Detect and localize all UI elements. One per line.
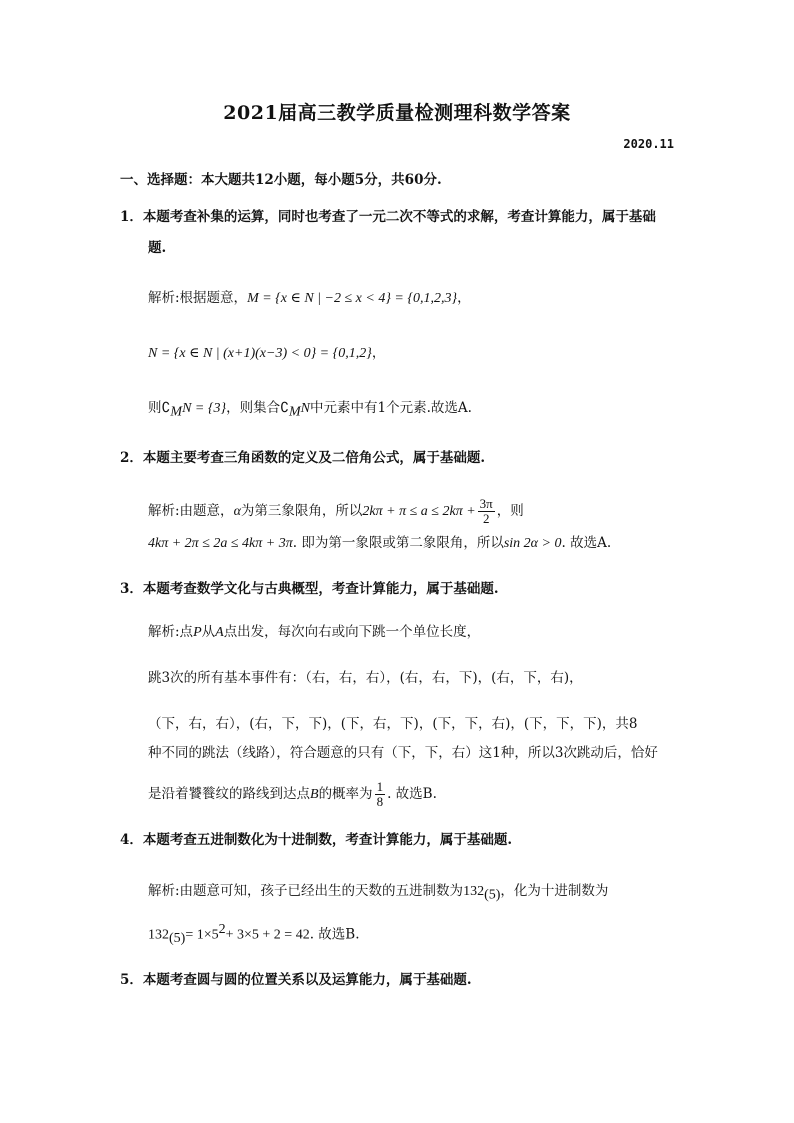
- q3-point-b: B: [310, 787, 319, 802]
- q1-set-n: N = {x ∈ N | (x+1)(x−3) < 0} = {0,1,2}: [148, 346, 372, 361]
- q3-text: . 故选B.: [387, 786, 437, 802]
- q3-solution-line3: （下，右，右），(右，下，下)，(下，右，下)，(下，下，右)，(下，下，下)，共8: [148, 716, 638, 732]
- q3-text: 是沿着饕餮纹的路线到达点: [148, 786, 310, 802]
- q1-solution-line3: [148, 398, 472, 423]
- q1-heading-line2: 题.: [148, 240, 167, 256]
- q5-heading: 5．本题考查圆与圆的位置关系以及运算能力，属于基础题.: [120, 972, 472, 988]
- q4-solution-line2: [148, 920, 360, 949]
- q4-solution-line1: [148, 881, 608, 906]
- q2-text: . 即为第一象限或第二象限角，所以: [292, 535, 504, 551]
- q2-text: 解析:由题意，: [148, 503, 234, 519]
- q3-solution-line5: [148, 780, 437, 809]
- q1-complement-set: N = {3}: [182, 401, 227, 416]
- q2-inequality: 2kπ + π ≤ a ≤ 2kπ +: [362, 504, 476, 519]
- q2-solution-line1: [148, 497, 524, 526]
- q3-text: 解析:点: [148, 624, 194, 640]
- q1-heading-line1: 1．本题考查补集的运算，同时也考查了一元二次不等式的求解，考查计算能力，属于基础: [120, 209, 656, 225]
- q3-text: 的概率为: [318, 786, 373, 802]
- complement-symbol: ∁: [161, 401, 171, 416]
- complement-symbol: ∁: [280, 401, 289, 416]
- q2-text: . 故选A.: [561, 535, 612, 551]
- q4-expansion: = 1×5: [185, 927, 219, 943]
- q3-text: 从: [201, 624, 216, 640]
- q2-fraction: [478, 497, 495, 526]
- q1-text: ，: [457, 290, 471, 306]
- q4-heading: 4．本题考查五进制数化为十进制数，考查计算能力，属于基础题.: [120, 832, 513, 848]
- q3-heading: 3．本题考查数学文化与古典概型，考查计算能力，属于基础题.: [120, 581, 499, 597]
- q1-solution-line1: [148, 288, 471, 309]
- q2-sin: sin 2α > 0: [503, 536, 562, 551]
- q2-text: ，则: [496, 503, 524, 519]
- q2-inequality2: 4kπ + 2π ≤ 2a ≤ 4kπ + 3π: [148, 536, 293, 551]
- q2-alpha: α: [233, 504, 241, 519]
- q2-solution-line2: [148, 533, 611, 554]
- q4-base5-number: 132: [463, 884, 485, 899]
- fraction-denominator: 8: [376, 794, 384, 809]
- q3-text: 点出发，每次向右或向下跳一个单位长度，: [223, 624, 481, 640]
- q1-sub: M: [289, 404, 301, 420]
- q1-n: N: [300, 401, 311, 416]
- fraction-numerator: 1: [376, 779, 384, 794]
- q1-text: ，: [371, 345, 386, 361]
- q3-solution-line2: 跳3次的所有基本事件有：（右，右，右），(右，右，下)，(右，下，右)，: [148, 670, 583, 686]
- q4-text: . 故选B.: [309, 926, 360, 943]
- q1-text: 则: [148, 400, 162, 416]
- q3-fraction: [375, 780, 386, 809]
- q2-heading: 2．本题主要考查三角函数的定义及二倍角公式，属于基础题.: [120, 450, 486, 466]
- q1-text: 中元素中有1个元素.故选A.: [310, 400, 472, 416]
- q1-text: ，则集合: [226, 400, 281, 416]
- q4-base-subscript: (5): [169, 931, 186, 947]
- q1-sub: M: [170, 404, 183, 420]
- q4-expansion: + 3×5 + 2 = 42: [225, 927, 310, 943]
- q3-solution-line1: [148, 622, 480, 643]
- fraction-numerator: 3π: [479, 496, 493, 511]
- q2-text: 为第三象限角，所以: [240, 503, 363, 519]
- q3-point-a: A: [215, 625, 224, 640]
- page-title: 2021届高三教学质量检测理科数学答案: [223, 102, 571, 124]
- q4-base-subscript: (5): [484, 887, 501, 903]
- q3-solution-line4: 种不同的跳法（线路），符合题意的只有（下，下，右）这1种，所以3次跳动后，恰好: [148, 745, 658, 761]
- q4-exponent: 2: [218, 922, 226, 937]
- fraction-denominator: 2: [482, 511, 490, 526]
- q1-solution-line2: [148, 343, 385, 364]
- q4-base5-number: 132: [148, 927, 169, 943]
- q3-point-p: P: [193, 625, 202, 640]
- q4-text: ，化为十进制数为: [500, 883, 609, 899]
- q1-text: 解析:根据题意，: [148, 290, 248, 306]
- q4-text: 解析:由题意可知，孩子已经出生的天数的五进制数为: [148, 883, 464, 899]
- section-heading: 一、选择题：本大题共12小题，每小题5分，共60分.: [120, 172, 442, 188]
- q1-set-m: M = {x ∈ N | −2 ≤ x < 4} = {0,1,2,3}: [247, 291, 458, 306]
- document-date: 2020.11: [623, 137, 674, 151]
